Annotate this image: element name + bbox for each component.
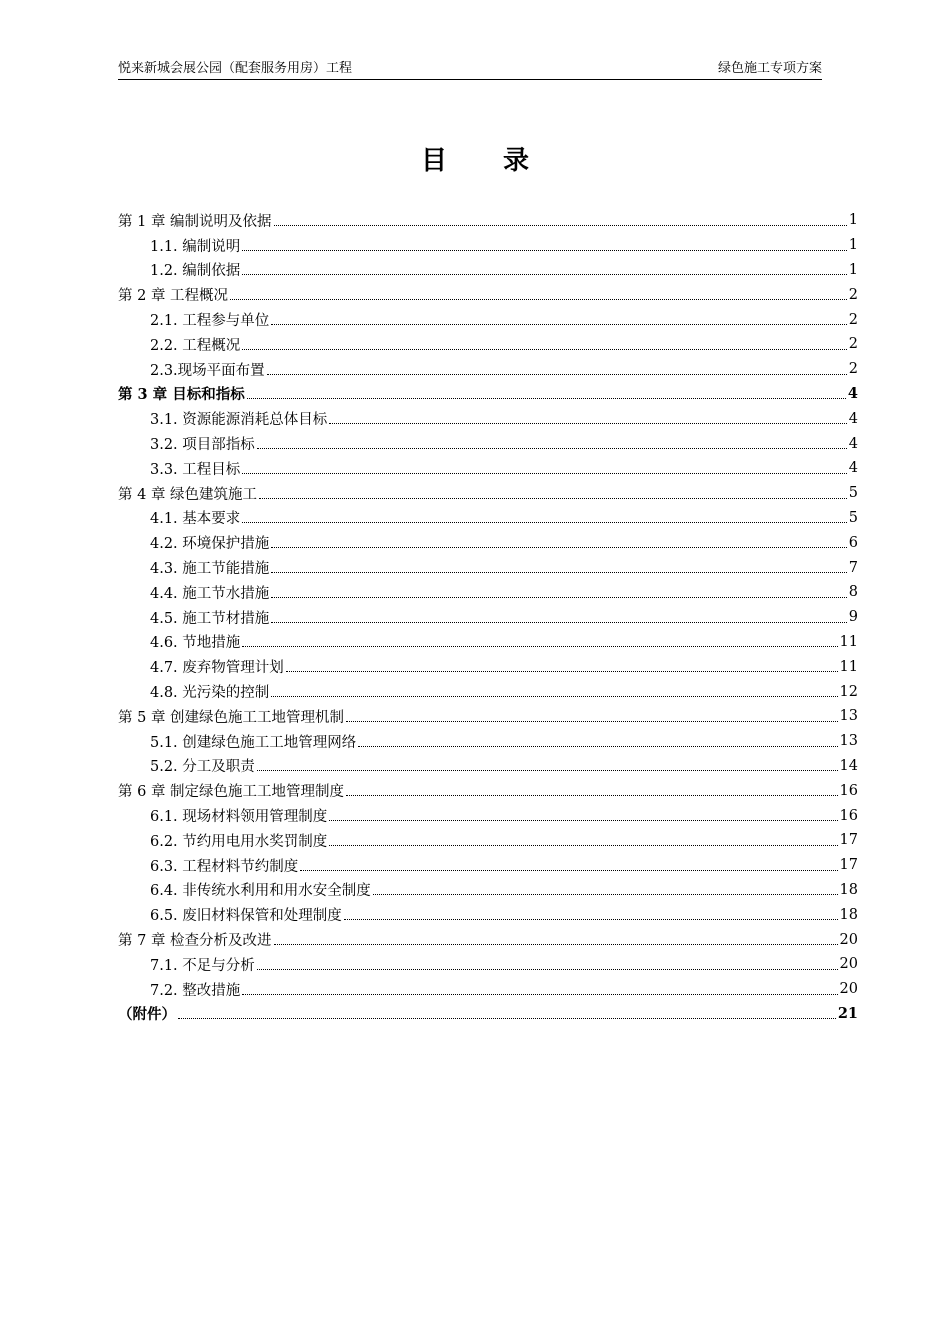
toc-dot-leader — [346, 795, 837, 796]
toc-dot-leader — [259, 498, 847, 499]
toc-entry-label: 4.1. 基本要求 — [150, 511, 241, 528]
toc-dot-leader — [274, 225, 847, 226]
toc-entry-label: 第 6 章 制定绿色施工工地管理制度 — [118, 784, 345, 801]
toc-dot-leader — [242, 349, 846, 350]
toc-dot-leader — [257, 770, 838, 771]
toc-chapter-entry[interactable] — [118, 382, 858, 407]
toc-entry-label: 4.3. 施工节能措施 — [150, 561, 270, 578]
toc-entry-page-number: 4 — [848, 435, 858, 452]
toc-section-entry[interactable] — [118, 654, 858, 679]
toc-entry-page-number: 18 — [839, 906, 858, 923]
toc-entry-page-number: 20 — [839, 981, 858, 998]
toc-chapter-entry[interactable] — [118, 208, 858, 233]
page-header — [118, 55, 822, 80]
toc-section-entry[interactable] — [118, 357, 858, 382]
toc-section-entry[interactable] — [118, 332, 858, 357]
toc-entry-page-number: 11 — [839, 633, 858, 650]
toc-dot-leader — [271, 597, 846, 598]
toc-chapter-entry[interactable] — [118, 481, 858, 506]
toc-section-entry[interactable] — [118, 233, 858, 258]
toc-entry-page-number: 12 — [839, 683, 858, 700]
toc-dot-leader — [242, 473, 846, 474]
toc-dot-leader — [373, 894, 838, 895]
toc-entry-label: 4.6. 节地措施 — [150, 635, 241, 652]
toc-dot-leader — [257, 969, 838, 970]
toc-entry-page-number: 8 — [848, 584, 858, 601]
toc-entry-label: 2.2. 工程概况 — [150, 337, 241, 354]
toc-entry-page-number: 7 — [848, 559, 858, 576]
toc-dot-leader — [247, 398, 846, 399]
toc-dot-leader — [358, 746, 837, 747]
toc-entry-label: 6.4. 非传统水利用和用水安全制度 — [150, 883, 371, 900]
header-project-name: 悦来新城会展公园（配套服务用房）工程 — [118, 61, 353, 76]
toc-section-entry[interactable] — [118, 952, 858, 977]
toc-chapter-entry[interactable] — [118, 282, 858, 307]
toc-entry-page-number: 20 — [839, 931, 858, 948]
toc-section-entry[interactable] — [118, 679, 858, 704]
toc-section-entry[interactable] — [118, 902, 858, 927]
toc-entry-label: 6.1. 现场材料领用管理制度 — [150, 809, 328, 826]
toc-entry-page-number: 5 — [848, 485, 858, 502]
toc-dot-leader — [271, 572, 846, 573]
toc-entry-label: 第 7 章 检查分析及改进 — [118, 933, 272, 949]
toc-entry-label: 3.2. 项目部指标 — [150, 437, 255, 454]
toc-entry-page-number: 9 — [848, 609, 858, 626]
toc-entry-page-number: 21 — [837, 1005, 858, 1023]
toc-section-entry[interactable] — [118, 977, 858, 1002]
toc-dot-leader — [267, 374, 847, 375]
toc-entry-page-number: 1 — [848, 237, 858, 254]
toc-dot-leader — [242, 646, 837, 647]
toc-entry-label: 3.3. 工程目标 — [150, 461, 241, 478]
toc-entry-page-number: 1 — [848, 212, 858, 229]
table-of-contents — [118, 208, 858, 1026]
toc-entry-label: 7.1. 不足与分析 — [150, 957, 255, 974]
toc-entry-label: 5.1. 创建绿色施工工地管理网络 — [150, 734, 357, 751]
toc-entry-label: 4.8. 光污染的控制 — [150, 685, 270, 702]
toc-section-entry[interactable] — [118, 828, 858, 853]
toc-entry-label: 4.7. 废弃物管理计划 — [150, 660, 284, 677]
toc-section-entry[interactable] — [118, 630, 858, 655]
toc-section-entry[interactable] — [118, 555, 858, 580]
toc-dot-leader — [286, 671, 838, 672]
toc-entry-label: 2.3.现场平面布置 — [150, 362, 265, 379]
toc-entry-page-number: 4 — [848, 460, 858, 477]
toc-dot-leader — [329, 845, 837, 846]
toc-section-entry[interactable] — [118, 878, 858, 903]
toc-entry-label: 7.2. 整改措施 — [150, 982, 241, 999]
toc-entry-page-number: 16 — [839, 782, 858, 799]
toc-entry-label: 第 5 章 创建绿色施工工地管理机制 — [118, 709, 345, 726]
toc-entry-page-number: 13 — [839, 733, 858, 750]
toc-entry-label: 2.1. 工程参与单位 — [150, 313, 270, 330]
toc-entry-label: 6.3. 工程材料节约制度 — [150, 858, 299, 875]
toc-chapter-entry[interactable] — [118, 1002, 858, 1027]
toc-section-entry[interactable] — [118, 754, 858, 779]
toc-section-entry[interactable] — [118, 456, 858, 481]
toc-entry-page-number: 17 — [839, 857, 858, 874]
toc-entry-page-number: 6 — [848, 534, 858, 551]
toc-dot-leader — [242, 274, 846, 275]
toc-entry-page-number: 5 — [848, 509, 858, 526]
toc-dot-leader — [271, 547, 846, 548]
toc-entry-page-number: 2 — [848, 311, 858, 328]
toc-section-entry[interactable] — [118, 506, 858, 531]
page-title: 目录 — [420, 146, 585, 176]
toc-dot-leader — [242, 250, 846, 251]
toc-entry-label: （附件） — [118, 1006, 176, 1024]
toc-chapter-entry[interactable] — [118, 704, 858, 729]
toc-section-entry[interactable] — [118, 803, 858, 828]
toc-section-entry[interactable] — [118, 580, 858, 605]
header-document-type: 绿色施工专项方案 — [717, 61, 822, 76]
toc-entry-label: 第 2 章 工程概况 — [118, 288, 229, 305]
toc-section-entry[interactable] — [118, 431, 858, 456]
toc-entry-label: 第 4 章 绿色建筑施工 — [118, 486, 258, 503]
toc-chapter-entry[interactable] — [118, 927, 858, 952]
toc-entry-label: 1.1. 编制说明 — [150, 238, 241, 255]
toc-section-entry[interactable] — [118, 258, 858, 283]
toc-entry-label: 4.2. 环境保护措施 — [150, 536, 270, 553]
toc-dot-leader — [271, 622, 846, 623]
toc-dot-leader — [242, 522, 846, 523]
toc-dot-leader — [344, 919, 838, 920]
toc-entry-label: 第 3 章 目标和指标 — [118, 386, 245, 404]
toc-section-entry[interactable] — [118, 605, 858, 630]
toc-entry-label: 6.5. 废旧材料保管和处理制度 — [150, 908, 342, 925]
toc-entry-page-number: 4 — [847, 385, 858, 403]
toc-entry-page-number: 4 — [848, 410, 858, 427]
toc-dot-leader — [271, 696, 837, 697]
toc-dot-leader — [346, 721, 837, 722]
toc-section-entry[interactable] — [118, 307, 858, 332]
toc-entry-page-number: 20 — [839, 956, 858, 973]
toc-entry-page-number: 1 — [848, 261, 858, 278]
toc-entry-label: 4.4. 施工节水措施 — [150, 585, 270, 602]
toc-entry-label: 3.1. 资源能源消耗总体目标 — [150, 412, 328, 429]
toc-entry-label: 5.2. 分工及职责 — [150, 759, 255, 776]
toc-chapter-entry[interactable] — [118, 778, 858, 803]
toc-dot-leader — [329, 423, 846, 424]
toc-dot-leader — [300, 870, 837, 871]
toc-entry-page-number: 2 — [848, 361, 858, 378]
toc-dot-leader — [257, 448, 847, 449]
toc-section-entry[interactable] — [118, 729, 858, 754]
toc-entry-page-number: 17 — [839, 832, 858, 849]
toc-entry-label: 1.2. 编制依据 — [150, 263, 241, 280]
toc-entry-label: 4.5. 施工节材措施 — [150, 610, 270, 627]
toc-entry-page-number: 13 — [839, 708, 858, 725]
toc-entry-page-number: 14 — [839, 757, 858, 774]
toc-entry-page-number: 16 — [839, 807, 858, 824]
toc-entry-label: 第 1 章 编制说明及依据 — [118, 213, 272, 230]
toc-dot-leader — [329, 820, 837, 821]
toc-section-entry[interactable] — [118, 406, 858, 431]
toc-entry-page-number: 11 — [839, 658, 858, 675]
toc-dot-leader — [274, 944, 838, 945]
toc-section-entry[interactable] — [118, 853, 858, 878]
toc-section-entry[interactable] — [118, 530, 858, 555]
toc-dot-leader — [271, 324, 846, 325]
toc-dot-leader — [242, 994, 837, 995]
toc-entry-page-number: 2 — [848, 286, 858, 303]
toc-entry-label: 6.2. 节约用电用水奖罚制度 — [150, 833, 328, 850]
toc-entry-page-number: 18 — [839, 881, 858, 898]
toc-dot-leader — [178, 1018, 836, 1019]
toc-dot-leader — [230, 299, 847, 300]
toc-entry-page-number: 2 — [848, 336, 858, 353]
